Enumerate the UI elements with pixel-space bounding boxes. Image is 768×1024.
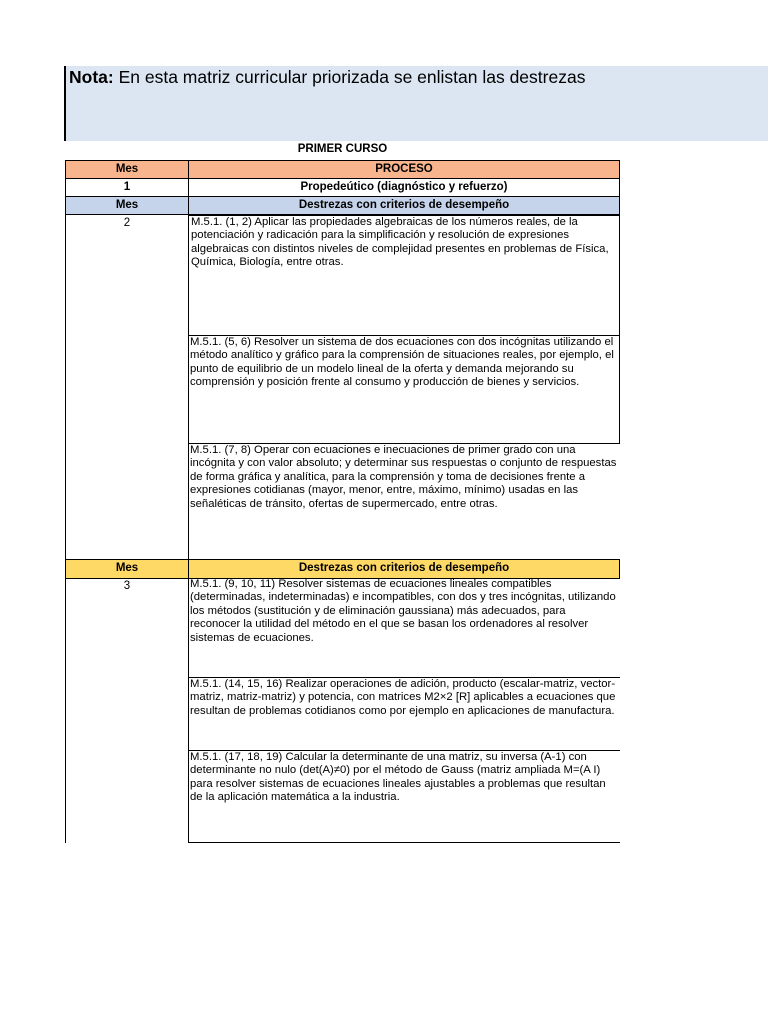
column-divider-line (188, 215, 189, 843)
note-banner (64, 66, 768, 141)
block1-skill-2: M.5.1. (5, 6) Resolver un sistema de dos ecuaciones con dos incógnitas utilizando el método analítico y gráfico para la comprensión de situaciones reales, por ejemplo, el punto de equilibrio de un modelo lineal de la oferta y demanda mejorando su comprensión y posición frente al consumo y producción de bienes y servicios. (188, 336, 620, 443)
block1-mes: 2 (123, 217, 131, 229)
propedeutic-text: Propedeútico (diagnóstico y refuerzo) (188, 178, 620, 197)
note-body: En esta matriz curricular priorizada se enlistan las destrezas (113, 67, 586, 87)
propedeutic-mes: 1 (65, 178, 189, 197)
block2-skill-1: M.5.1. (9, 10, 11) Resolver sistemas de ecuaciones lineales compatibles (determinadas, indeterminadas) e incompatibles, con dos y tres incógnitas, utilizando los métodos (sustitución y de eliminación gaussiana) más adecuados, para reconocer la utilidad del método en el que se basan los ordenadores al resolver sistemas de ecuaciones. (190, 578, 616, 644)
block1-destrezas-header: Destrezas con criterios de desempeño (188, 196, 620, 215)
header-mes: Mes (65, 160, 189, 179)
block2-mes-header: Mes (65, 559, 189, 579)
block2-destrezas-header: Destrezas con criterios de desempeño (188, 559, 620, 579)
block1-mes-header: Mes (65, 196, 189, 215)
course-title: PRIMER CURSO (297, 143, 388, 155)
block2-skill-2: M.5.1. (14, 15, 16) Realizar operaciones de adición, producto (escalar-matriz, vector-matriz, matriz-matriz) y potencia, con matrices M2×2 [R] aplicables a ecuaciones que resultan de problemas cotidianos como por ejemplo en aplicaciones de manufactura. (188, 677, 620, 750)
header-proceso: PROCESO (188, 160, 620, 179)
left-border-line (65, 160, 66, 843)
block1-skill-1: M.5.1. (1, 2) Aplicar las propiedades algebraicas de los números reales, de la potenciación y radicación para la simplificación y resolución de expresiones algebraicas con distintos niveles de complejidad presentes en problemas de Física, Química, Biología, entre otras. (188, 215, 620, 336)
note-label: Nota: (69, 67, 114, 87)
block2-mes: 3 (123, 580, 131, 592)
note-text (69, 66, 585, 88)
block1-skill-3: M.5.1. (7, 8) Operar con ecuaciones e inecuaciones de primer grado con una incógnita y con valor absoluto; y determinar sus respuestas o conjunto de respuestas de forma gráfica y analítica, para la comprensión y toma de decisiones frente a expresiones cotidianas (mayor, menor, entre, máximo, mínimo) usadas en las señaléticas de tránsito, ofertas de supermercado, entre otras. (188, 443, 620, 560)
block2-skill-3: M.5.1. (17, 18, 19) Calcular la determinante de una matriz, su inversa (A-1) con determinante no nulo (det(A)≠0) por el método de Gauss (matriz ampliada M=(A I) para resolver sistemas de ecuaciones lineales ajustables a problemas que resultan de la aplicación matemática a la industria. (188, 750, 620, 843)
